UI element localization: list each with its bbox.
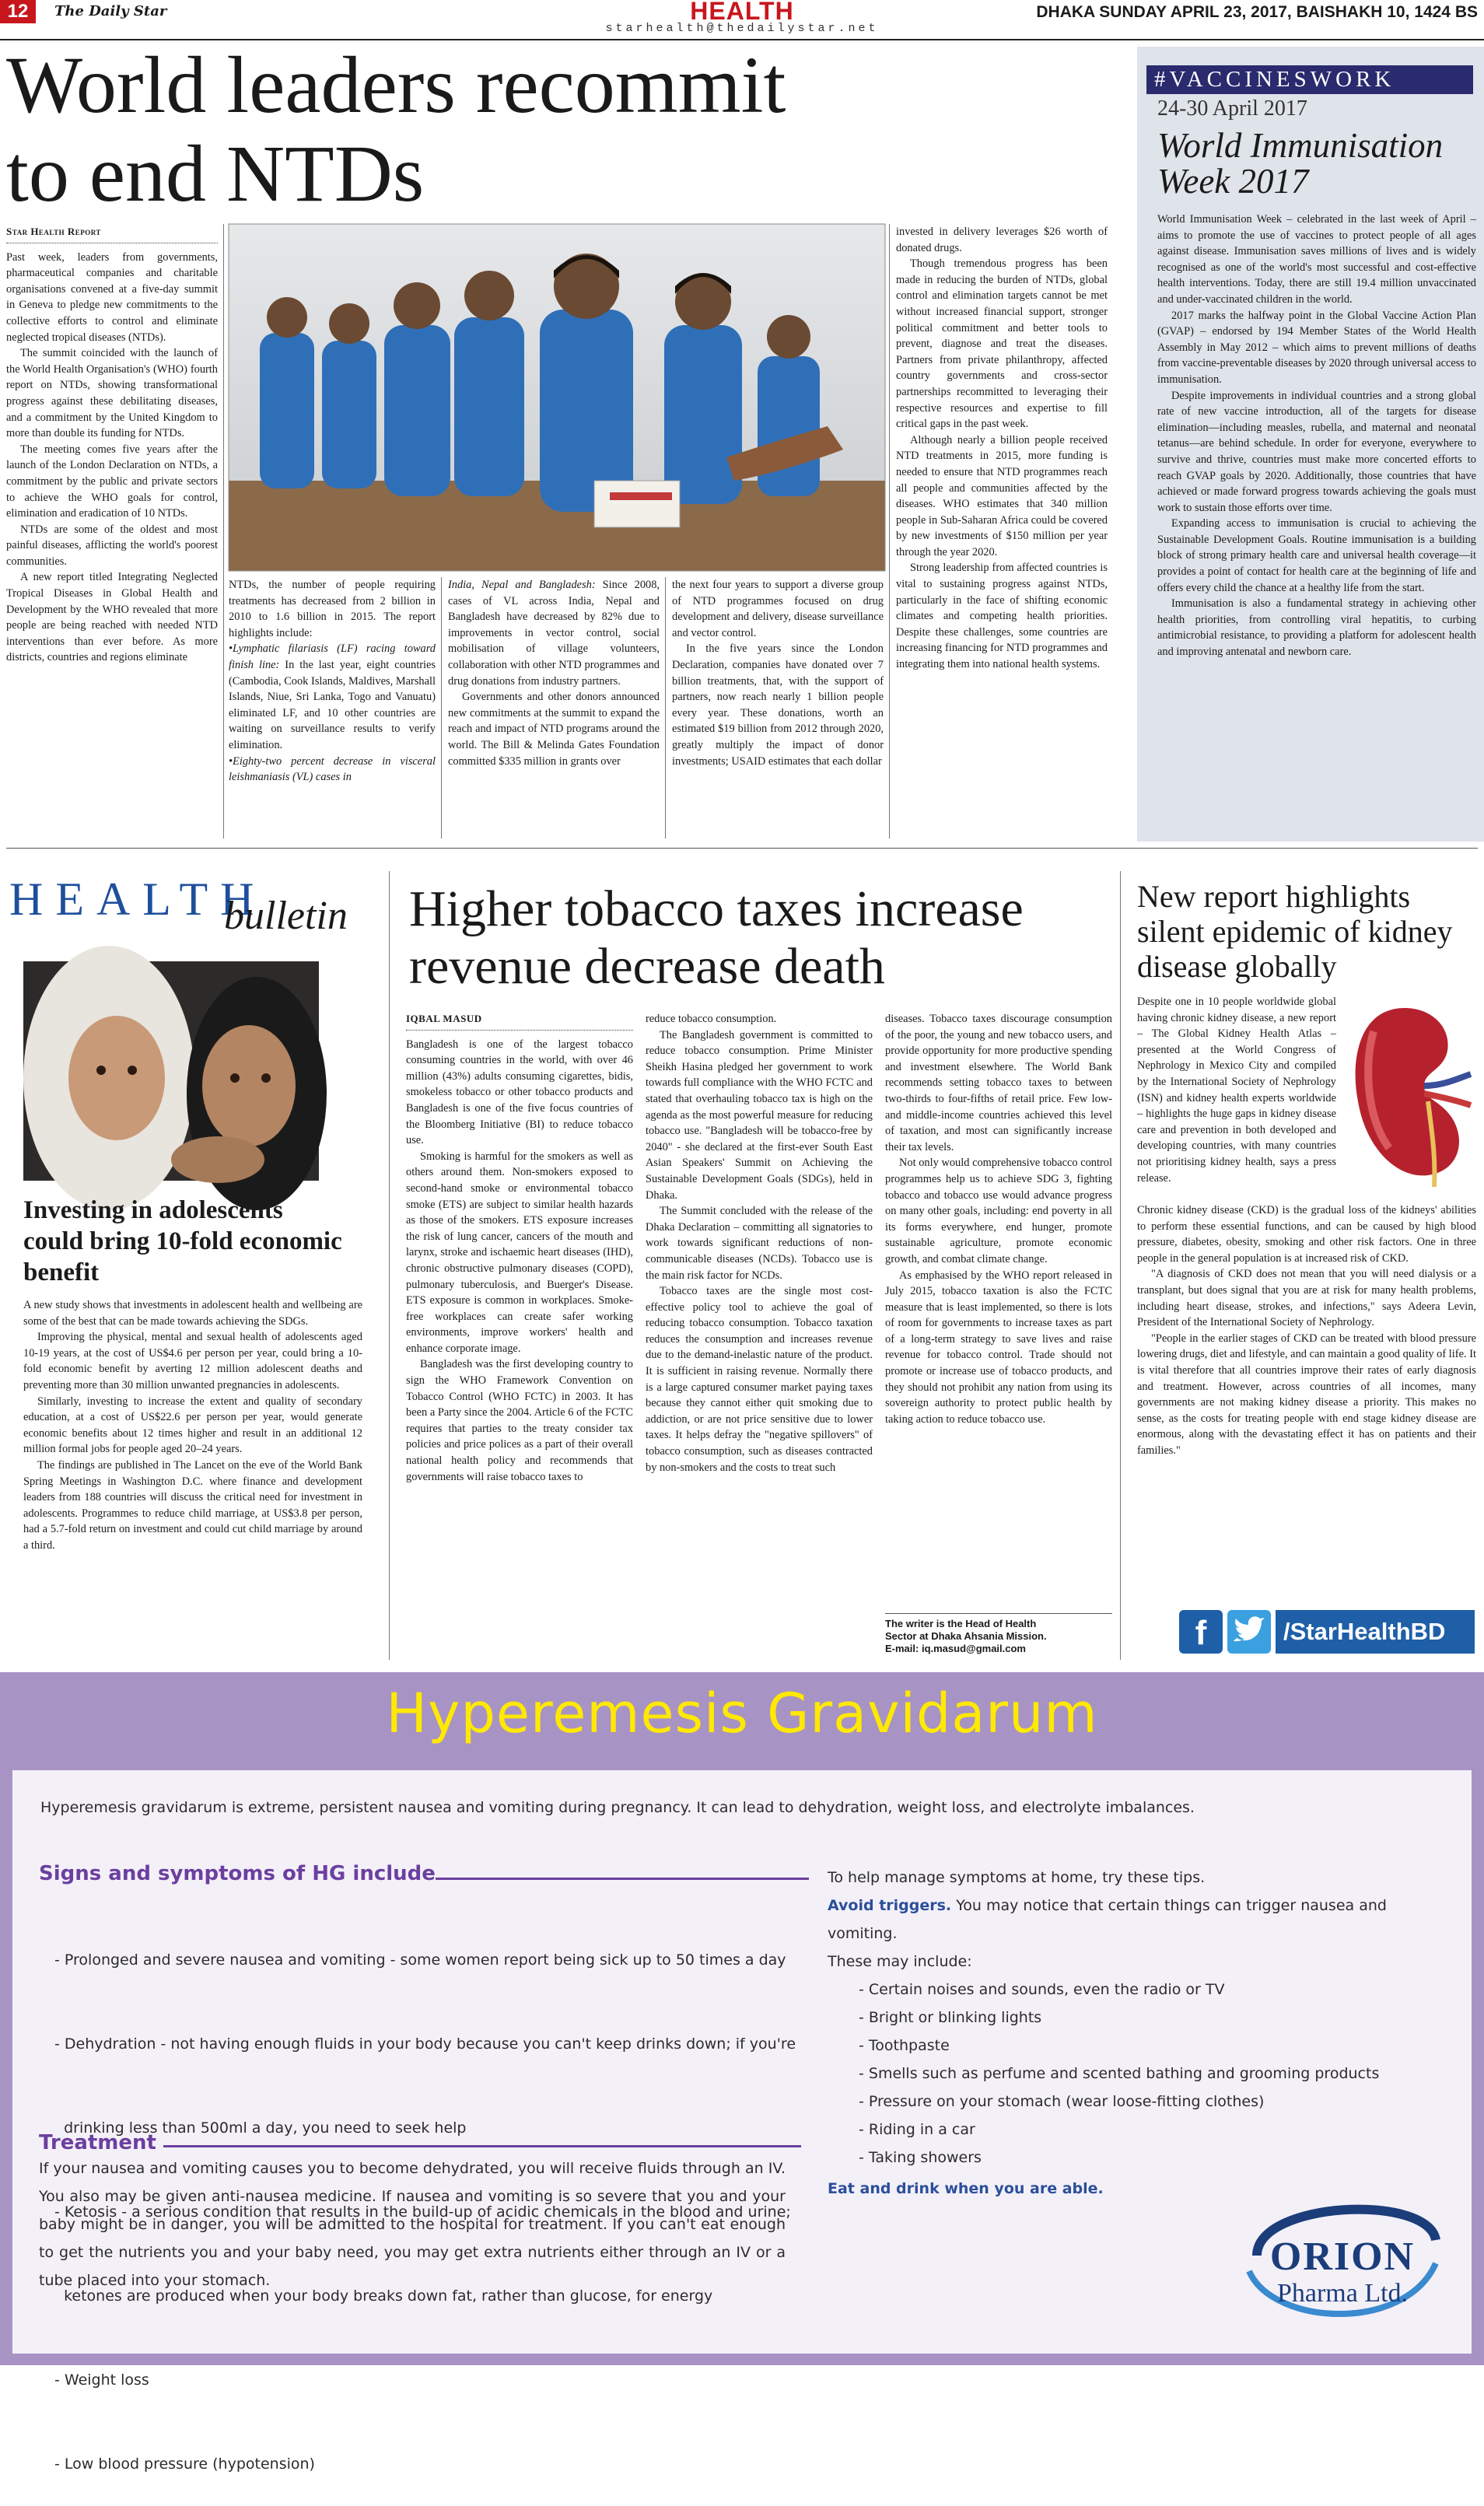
hg-signs-heading: Signs and symptoms of HG include xyxy=(39,1862,436,1885)
orion-name: ORION xyxy=(1269,2235,1416,2279)
lead-column-4: the next four years to support a diverse group of NTD programmes focused on drug development and delivery, disease surveillance and vector control. In the five years since the London Declaration, companies have donated over 7 billion treatments, that, with the support of partners, now reach nearly 1 billion people every year. These donations, worth an estimated $19 billion from 2012 through 2020, greatly multiply the impact of donor investments; USAID estimates that each dollar xyxy=(672,579,884,768)
column-rule xyxy=(441,577,442,838)
kidney-illustration xyxy=(1342,1000,1475,1187)
column-rule xyxy=(223,224,224,838)
list-item: - Riding in a car xyxy=(859,2121,975,2138)
lead-byline: Star Health Report xyxy=(6,224,218,243)
bulletin-health-word: HEALTH xyxy=(9,873,267,925)
list-item: - Weight loss xyxy=(54,2371,149,2389)
lead-column-1: Star Health Report Past week, leaders from governments, pharmaceutical companies and charitable organisations convened at a five-day summit in Geneva to pledge new commitments to the collective efforts to control and eliminate neglected tropical diseases (NTDs). The summit coincided with the launch of the World Health Organisation's (WHO) fourth report on NTDs, showing transformational progress against these debilitating diseases, and a commitment by the United Kingdom to more than double its funding for NTDs. The meeting comes five years after the launch of the London Declaration on NTDs, a commitment by the public and private sectors to achieve the WHO goals for control, elimination and eradication of 10 NTDs. NTDs are some of the oldest and most painful diseases, afflicting the world's poorest communities. A new report titled Integrating Neglected Tropical Diseases in Global Health and Development by the WHO revealed that more people are being reached with needed NTD interventions than ever before. As more districts, countries and regions eliminate xyxy=(6,226,218,664)
lead-column-3: India, Nepal and Bangladesh: Since 2008, cases of VL across India, Nepal and Bangladesh have decreased by 82% due to improvements in vector control, social mobilisation of village volunteers, collaboration with other NTD programmes and drug donations from industry partners. Governments and other donors announced new commitments at the summit to expand the reach and impact of NTD programs around the world. The Bill & Melinda Gates Foundation committed $335 million in grants over xyxy=(448,579,660,768)
page-number: 12 xyxy=(0,0,36,23)
list-item: - Toothpaste xyxy=(859,2037,950,2054)
social-handle[interactable]: /StarHealthBD xyxy=(1276,1610,1475,1654)
bulletin-body: A new study shows that investments in adolescent health and wellbeing are some of the best that can be made towards achieving the SDGs. Improving the physical, mental and sexual health of adolescents aged 10-19 years, at the cost of US$4.6 per person per year, could bring a 10-fold economic benefit by averting 12 million adolescent deaths and preventing more than 30 million unwanted pregnancies in adolescents. Similarly, investing to increase the extent and quality of secondary education, at a cost of US$22.6 per person per year, would generate economic benefits about 12 times higher and result in an additional 12 million formal jobs for people aged 20–24 years. The findings are published in The Lancet on the eve of the World Bank Spring Meetings in Washington D.C. where finance and development leaders from 188 countries will discuss the critical need for investment in adolescents. Programmes to reduce child marriage, at US$3.8 per person, had a 5.7-fold return on investment and could cut child marriage by around a third. xyxy=(23,1299,362,1552)
hg-treatment-heading: Treatment xyxy=(39,2131,156,2154)
column-rule xyxy=(889,224,890,838)
lead-column-2: NTDs, the number of people requiring treatments has decreased from 2 billion in 2010 to 1.6 billion in 2015. The report highlights include: •Lymphatic filariasis (LF) racing toward finish line: In the last year, eight countries (Cambodia, Cook Islands, Maldives, Marshall Islands, Niue, Sri Lanka, Togo and Vanuatu) eliminated LF, and 10 other countries are waiting on surveillance results to verify elimination. •Eighty-two percent decrease in visceral leishmaniasis (VL) cases in xyxy=(229,579,436,784)
column-rule xyxy=(1120,871,1121,1660)
bulletin-headline: Investing in adolescents could bring 10-fold economic benefit xyxy=(23,1196,342,1286)
tobacco-byline: IQBAL MASUD xyxy=(406,1011,633,1031)
list-item: - Certain noises and sounds, even the radio or TV xyxy=(859,1981,1225,1998)
lead-column-5: invested in delivery leverages $26 worth of donated drugs. Though tremendous progress has been made in reducing the burden of NTDs, global control and elimination targets cannot be met without increased financial support, stronger political commitment and better tools to prevent, diagnose and treat the diseases. Partners from private philanthropy, affected country governments and cross-sector partnerships recommitted to leveraging their respective resources and expertise to fill critical gaps in the past week. Although nearly a billion people received NTD treatments in 2015, more funding is needed to ensure that NTD programmes reach all people and communities affected by the diseases. WHO estimates that 340 million people in Sub-Saharan Africa could be covered by new investments of $150 million per year through the year 2020. Strong leadership from affected countries is vital to sustaining progress against NTDs, particularly in the face of shifting economic climates and competing health priorities. Despite these challenges, some countries are increasing financing for NTD programmes and integrating them into national health systems. xyxy=(896,226,1108,671)
tobacco-headline: Higher tobacco taxes increase revenue decrease death xyxy=(409,880,1024,995)
list-item: ketones are produced when your body breaks down fat, rather than glucose, for energy xyxy=(54,2287,713,2305)
adolescent-girls-image xyxy=(23,961,319,1181)
hg-title: Hyperemesis Gravidarum xyxy=(386,1682,1098,1745)
hg-treatment-rule xyxy=(163,2145,801,2147)
orion-logo xyxy=(1241,2178,1444,2333)
kidney-headline: New report highlights silent epidemic of kidney disease globally xyxy=(1137,879,1453,984)
bulletin-word: bulletin xyxy=(224,894,348,938)
vaccines-title: World Immunisation Week 2017 xyxy=(1157,126,1444,201)
hg-treatment-text: If your nausea and vomiting causes you to become dehydrated, you will receive fluids through an IV. You also may be given anti-nausea medicine. If nausea and vomiting is so severe that you and your baby might be in danger, you will be admitted to the hospital for treatment. If you can't eat enough to get the nutrients you and your baby need, you may get extra nutrients either through an IV or a tube placed into your stomach. xyxy=(39,2160,786,2289)
tobacco-column-1: IQBAL MASUD Bangladesh is one of the largest tobacco consuming countries in the world, with over 46 million (43%) adults consuming cigarettes, bidis, smokeless tobacco or other tobacco products and Bangladesh is one of the five focus countries of the Bloomberg Initiative (BI) to reduce tobacco use. Smoking is harmful for the smokers as well as others around them. Non-smokers exposed to second-hand smoke or environmental tobacco smoke (ETS) are subject to similar health hazards as those of the smokers. ETS exposure increases the risk of lung cancer, cancers of the mouth and larynx, stroke and ischaemic heart diseases (IHD), chronic obstructive pulmonary diseases (COPD), pulmonary tuberculosis, and Buerger's Disease. ETS exposure is common in workplaces. Smoke-free workplaces can create safer working environments, improve workers' health and enhance corporate image. Bangladesh was the first developing country to sign the WHO Framework Convention on Tobacco Control (WHO FCTC) in 2003. It has been a Party since the 2004. Article 6 of the FCTC requires that parties to the treaty consider tax policies and price polices as a part of their overall national health policy and recommends that governments will raise tobacco taxes to xyxy=(406,1013,633,1483)
column-rule xyxy=(665,577,666,838)
section-email[interactable]: starhealth@thedailystar.net xyxy=(605,22,879,35)
orion-subtitle: Pharma Ltd. xyxy=(1276,2279,1409,2308)
list-item: - Low blood pressure (hypotension) xyxy=(54,2455,315,2473)
list-item: - Dehydration - not having enough fluids in your body because you can't keep drinks down; if you're xyxy=(54,2035,796,2053)
social-bar[interactable] xyxy=(1179,1610,1475,1654)
tobacco-writer-note: The writer is the Head of Health Sector at Dhaka Ahsania Mission. E-mail: iq.masud@gmail.com xyxy=(885,1618,1112,1655)
kidney-icon xyxy=(1342,1000,1475,1187)
lead-photo-schoolchildren xyxy=(229,224,885,571)
column-rule xyxy=(389,871,390,1660)
section-title: HEALTH xyxy=(690,0,794,25)
paper-name: The Daily Star xyxy=(54,3,167,19)
hg-signs-rule xyxy=(436,1878,809,1880)
twitter-icon[interactable] xyxy=(1227,1610,1271,1654)
list-item: drinking less than 500ml a day, you need to seek help xyxy=(54,2119,467,2137)
writer-rule xyxy=(885,1613,1112,1614)
tobacco-column-3: diseases. Tobacco taxes discourage consumption of the poor, the young and new tobacco users, and provide opportunity for more productive spending and investment elsewhere. The World Bank recommends setting tobacco taxes to between two-thirds to four-fifths of retail price. Few low- and middle-income countries achieved this level of taxation, and most can significantly increase their tax levels. Not only would comprehensive tobacco control programmes help us to achieve SDG 3, fighting tobacco and tobacco use would advance progress on many other goals, including: end poverty in all its forms everywhere, end hunger, promote sustainable agriculture, promote economic growth, and combat climate change. As emphasised by the WHO report released in July 2015, tobacco taxation is also the FCTC measure that is least implemented, so there is lots of room for governments to increase taxes as part of a long-term strategy to save lives and raise revenue for tobacco control. Trade should not promote or increase use of tobacco products, and they should not prohibit any nation from using its sovereign authority to protect public health by taking action to reduce tobacco use. xyxy=(885,1013,1112,1426)
kidney-body: Chronic kidney disease (CKD) is the gradual loss of the kidneys' abilities to perform these essential functions, and can be caused by high blood pressure, diabetes, obesity, smoking and other risk factors. One in three people in the general population is at increased risk of CKD. "A diagnosis of CKD does not mean that you will need dialysis or a transplant, but does signal that you are at risk for many health problems, including heart disease, strokes, and infections," says Adeera Levin, President of the International Society of Nephrology. "People in the earlier stages of CKD can be treated with blood pressure lowering drugs, diet and lifestyle, and can maintain a good quality of life. It is vital therefore that all countries improve their rates of early diagnosis and treatment. However, across countries of all incomes, many governments are not making kidney disease a priority. This makes no sense, as the costs for treating people with end stage kidney disease are enormous, along with the devastating effect it has on patients and their families." xyxy=(1137,1204,1476,1457)
schoolchildren-queue-image xyxy=(229,224,885,571)
writer-email[interactable]: E-mail: iq.masud@gmail.com xyxy=(885,1643,1026,1654)
list-item: - Taking showers xyxy=(859,2149,982,2166)
tobacco-column-2: reduce tobacco consumption. The Bangladesh government is committed to reduce tobacco consumption. Prime Minister Sheikh Hasina pledged her government to work towards full compliance with the WHO FCTC and stated that overhauling tobacco tax is high on the agenda as the most powerful measure for reducing tobacco use. "Bangladesh will be tobacco-free by 2040" - she declared at the first-ever South East Asian Speakers' Summit on Achieving the Sustainable Development Goals (SDGs), held in Dhaka. The Summit concluded with the release of the Dhaka Declaration – committing all signatories to work towards significant reductions of non-communicable diseases (NCDs). Tobacco use is the main risk factor for NCDs. Tobacco taxes are the single most cost-effective policy tool to achieve the goal of reducing tobacco consumption. Tobacco taxation reduces the consumption and increases revenue due to the demand-inelastic nature of the product. It is sufficient in raising revenue. Normally there is a large captured consumer market paying taxes because they cannot either quit smoking due to addiction, or are not price sensitive due to lower taxes. It helps defray the "negative spillovers" of tobacco consumption, such as diseases contracted by non-smokers and the costs to treat such xyxy=(646,1013,873,1474)
list-item: - Pressure on your stomach (wear loose-fitting clothes) xyxy=(859,2093,1265,2110)
vaccineswork-tag: #VACCINESWORK xyxy=(1146,65,1473,94)
list-item: - Bright or blinking lights xyxy=(859,2009,1042,2026)
list-item: - Smells such as perfume and scented bathing and grooming products xyxy=(859,2065,1380,2082)
list-item: - Prolonged and severe nausea and vomiting - some women report being sick up to 50 times a day xyxy=(54,1951,786,1969)
facebook-icon[interactable]: f xyxy=(1179,1610,1223,1654)
list-item: - Ketosis - a serious condition that results in the build-up of acidic chemicals in the blood and urine; xyxy=(54,2203,791,2221)
section-rule xyxy=(6,848,1478,849)
lead-headline: World leaders recommit to end NTDs xyxy=(6,40,786,219)
bulletin-photo-adolescent-girls xyxy=(23,961,319,1181)
dateline: DHAKA SUNDAY APRIL 23, 2017, BAISHAKH 10, 1424 BS xyxy=(1036,3,1478,21)
vaccines-body: World Immunisation Week – celebrated in the last week of April – aims to promote the use of vaccines to protect people of all ages against disease. Immunisation saves millions of lives and is widely recognised as one of the world's most successful and cost-effective health interventions. Today, there are still 19.4 million unvaccinated and under-vaccinated children in the world. 2017 marks the halfway point in the Global Vaccine Action Plan (GVAP) – endorsed by 194 Member States of the World Health Assembly in May 2012 – which aims to prevent millions of deaths from vaccine-preventable diseases by 2020 through universal access to immunisation. Despite improvements in individual countries and a strong global rate of new vaccine introduction, all of the targets for disease elimination—including measles, rubella, and maternal and neonatal tetanus—are behind schedule. In order for everyone, everywhere to survive and thrive, countries must make more concerted efforts to reach GVAP goals by 2020. Additionally, those countries that have achieved or made forward progress towards achieving the goals must work to sustain those efforts over time. Expanding access to immunisation is crucial to achieving the Sustainable Development Goals. Routine immunisation is a building block of strong primary health care and universal health coverage—it provides a point of contact for health care at the beginning of life and offers every child the chance at a healthy life from the start. Immunisation is also a fundamental strategy in achieving other health priorities, from controlling viral hepatitis, to curbing antimicrobial resistance, to providing a platform for adolescent health and improving antenatal and newborn care. xyxy=(1157,213,1476,659)
hg-intro: Hyperemesis gravidarum is extreme, persistent nausea and vomiting during pregnancy. It can lead to dehydration, weight loss, and electrolyte imbalances. xyxy=(40,1799,1195,1816)
hg-home-tips: To help manage symptoms at home, try these tips. Avoid triggers. You may notice that certain things can trigger nausea and vomiting. These may include: - Certain noises and sounds, even the radio or TV - Bright or blinking lights - Toothpaste - Smells such as perfume and scented bathing and grooming products - Pressure on your stomach (wear loose-fitting clothes) - Riding in a car - Taking showers Eat and drink when you are able. xyxy=(828,1864,1450,2203)
vaccines-dates: 24-30 April 2017 xyxy=(1157,96,1307,121)
kidney-intro: Despite one in 10 people worldwide global having chronic kidney disease, a new report – The Global Kidney Health Atlas – presented at the World Congress of Nephrology in Mexico City and compiled by the International Society of Nephrology (ISN) and kidney health experts worldwide – highlights the huge gaps in kidney disease care and prevention in both developed and developing countries, with many countries not prioritising kidney health, says a press release. xyxy=(1137,996,1336,1185)
